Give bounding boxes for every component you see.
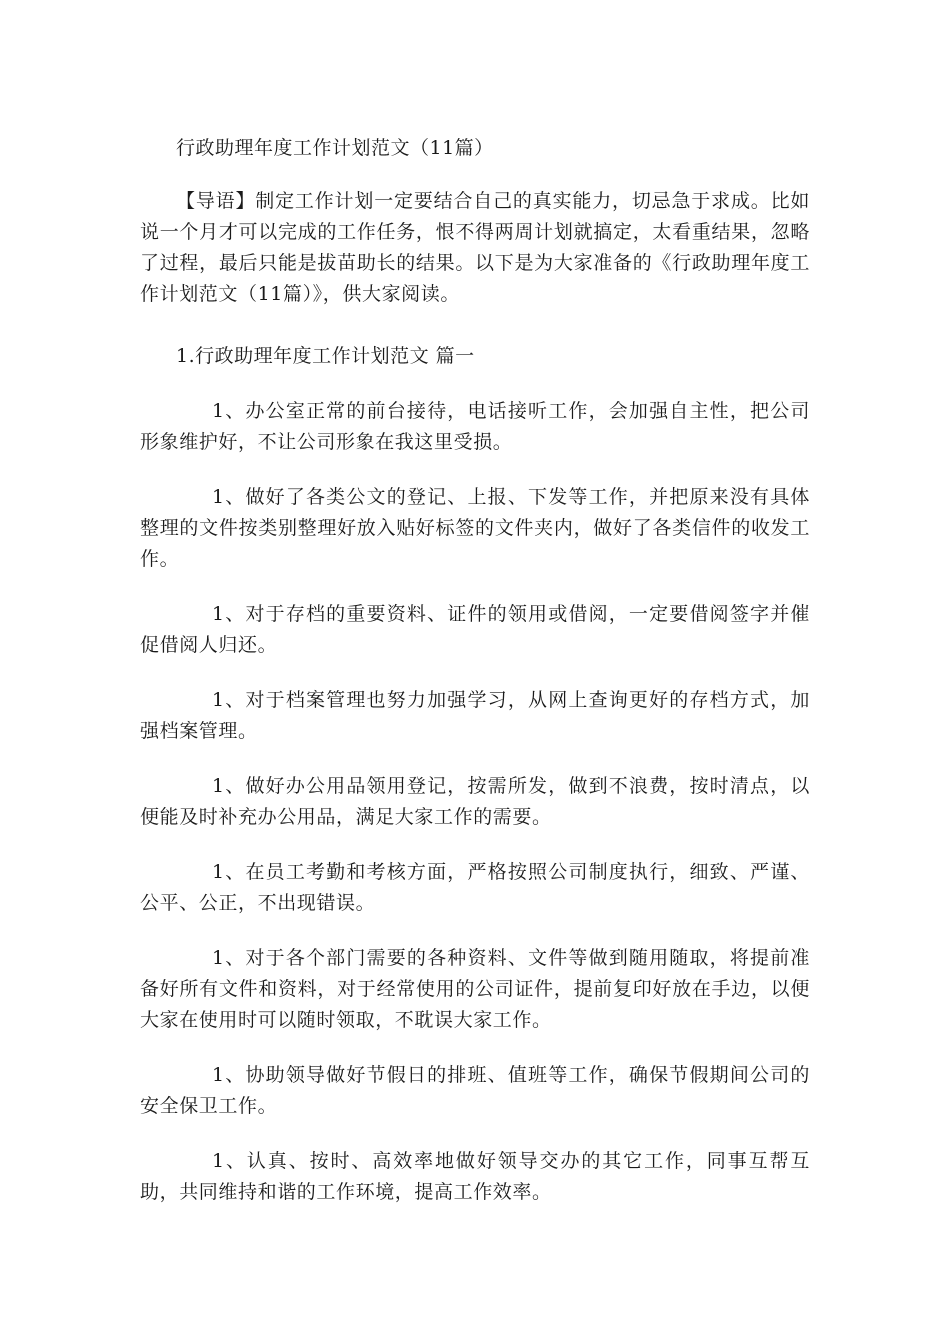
list-item: 1、认真、按时、高效率地做好领导交办的其它工作，同事互帮互助，共同维持和谐的工作环境，提高工作效率。 — [140, 1150, 810, 1203]
list-item: 1、对于各个部门需要的各种资料、文件等做到随用随取，将提前准备好所有文件和资料，对于经常使用的公司证件，提前复印好放在手边，以便大家在使用时可以随时领取，不耽误大家工作。 — [140, 947, 810, 1031]
lead-paragraph: 【导语】制定工作计划一定要结合自己的真实能力，切忌急于求成。比如说一个月才可以完成的工作任务，恨不得两周计划就搞定，太看重结果，忽略了过程，最后只能是拔苗助长的结果。以下是为大家准备的《行政助理年度工作计划范文（11篇）》，供大家阅读。 — [140, 190, 810, 305]
list-item: 1、对于档案管理也努力加强学习，从网上查询更好的存档方式，加强档案管理。 — [140, 689, 810, 742]
list-item: 1、办公室正常的前台接待，电话接听工作，会加强自主性，把公司形象维护好，不让公司形象在我这里受损。 — [140, 400, 810, 453]
section-heading: 1.行政助理年度工作计划范文 篇一 — [176, 345, 475, 367]
document-body — [140, 132, 810, 1232]
list-item: 1、做好了各类公文的登记、上报、下发等工作，并把原来没有具体整理的文件按类别整理好放入贴好标签的文件夹内，做好了各类信件的收发工作。 — [140, 486, 810, 570]
document-title: 行政助理年度工作计划范文（11篇） — [176, 137, 494, 159]
list-item: 1、协助领导做好节假日的排班、值班等工作，确保节假期间公司的安全保卫工作。 — [140, 1064, 810, 1117]
list-item: 1、在员工考勤和考核方面，严格按照公司制度执行，细致、严谨、公平、公正，不出现错误。 — [140, 861, 810, 914]
list-item: 1、对于存档的重要资料、证件的领用或借阅，一定要借阅签字并催促借阅人归还。 — [140, 603, 810, 656]
list-item: 1、做好办公用品领用登记，按需所发，做到不浪费，按时清点，以便能及时补充办公用品，满足大家工作的需要。 — [140, 775, 810, 828]
